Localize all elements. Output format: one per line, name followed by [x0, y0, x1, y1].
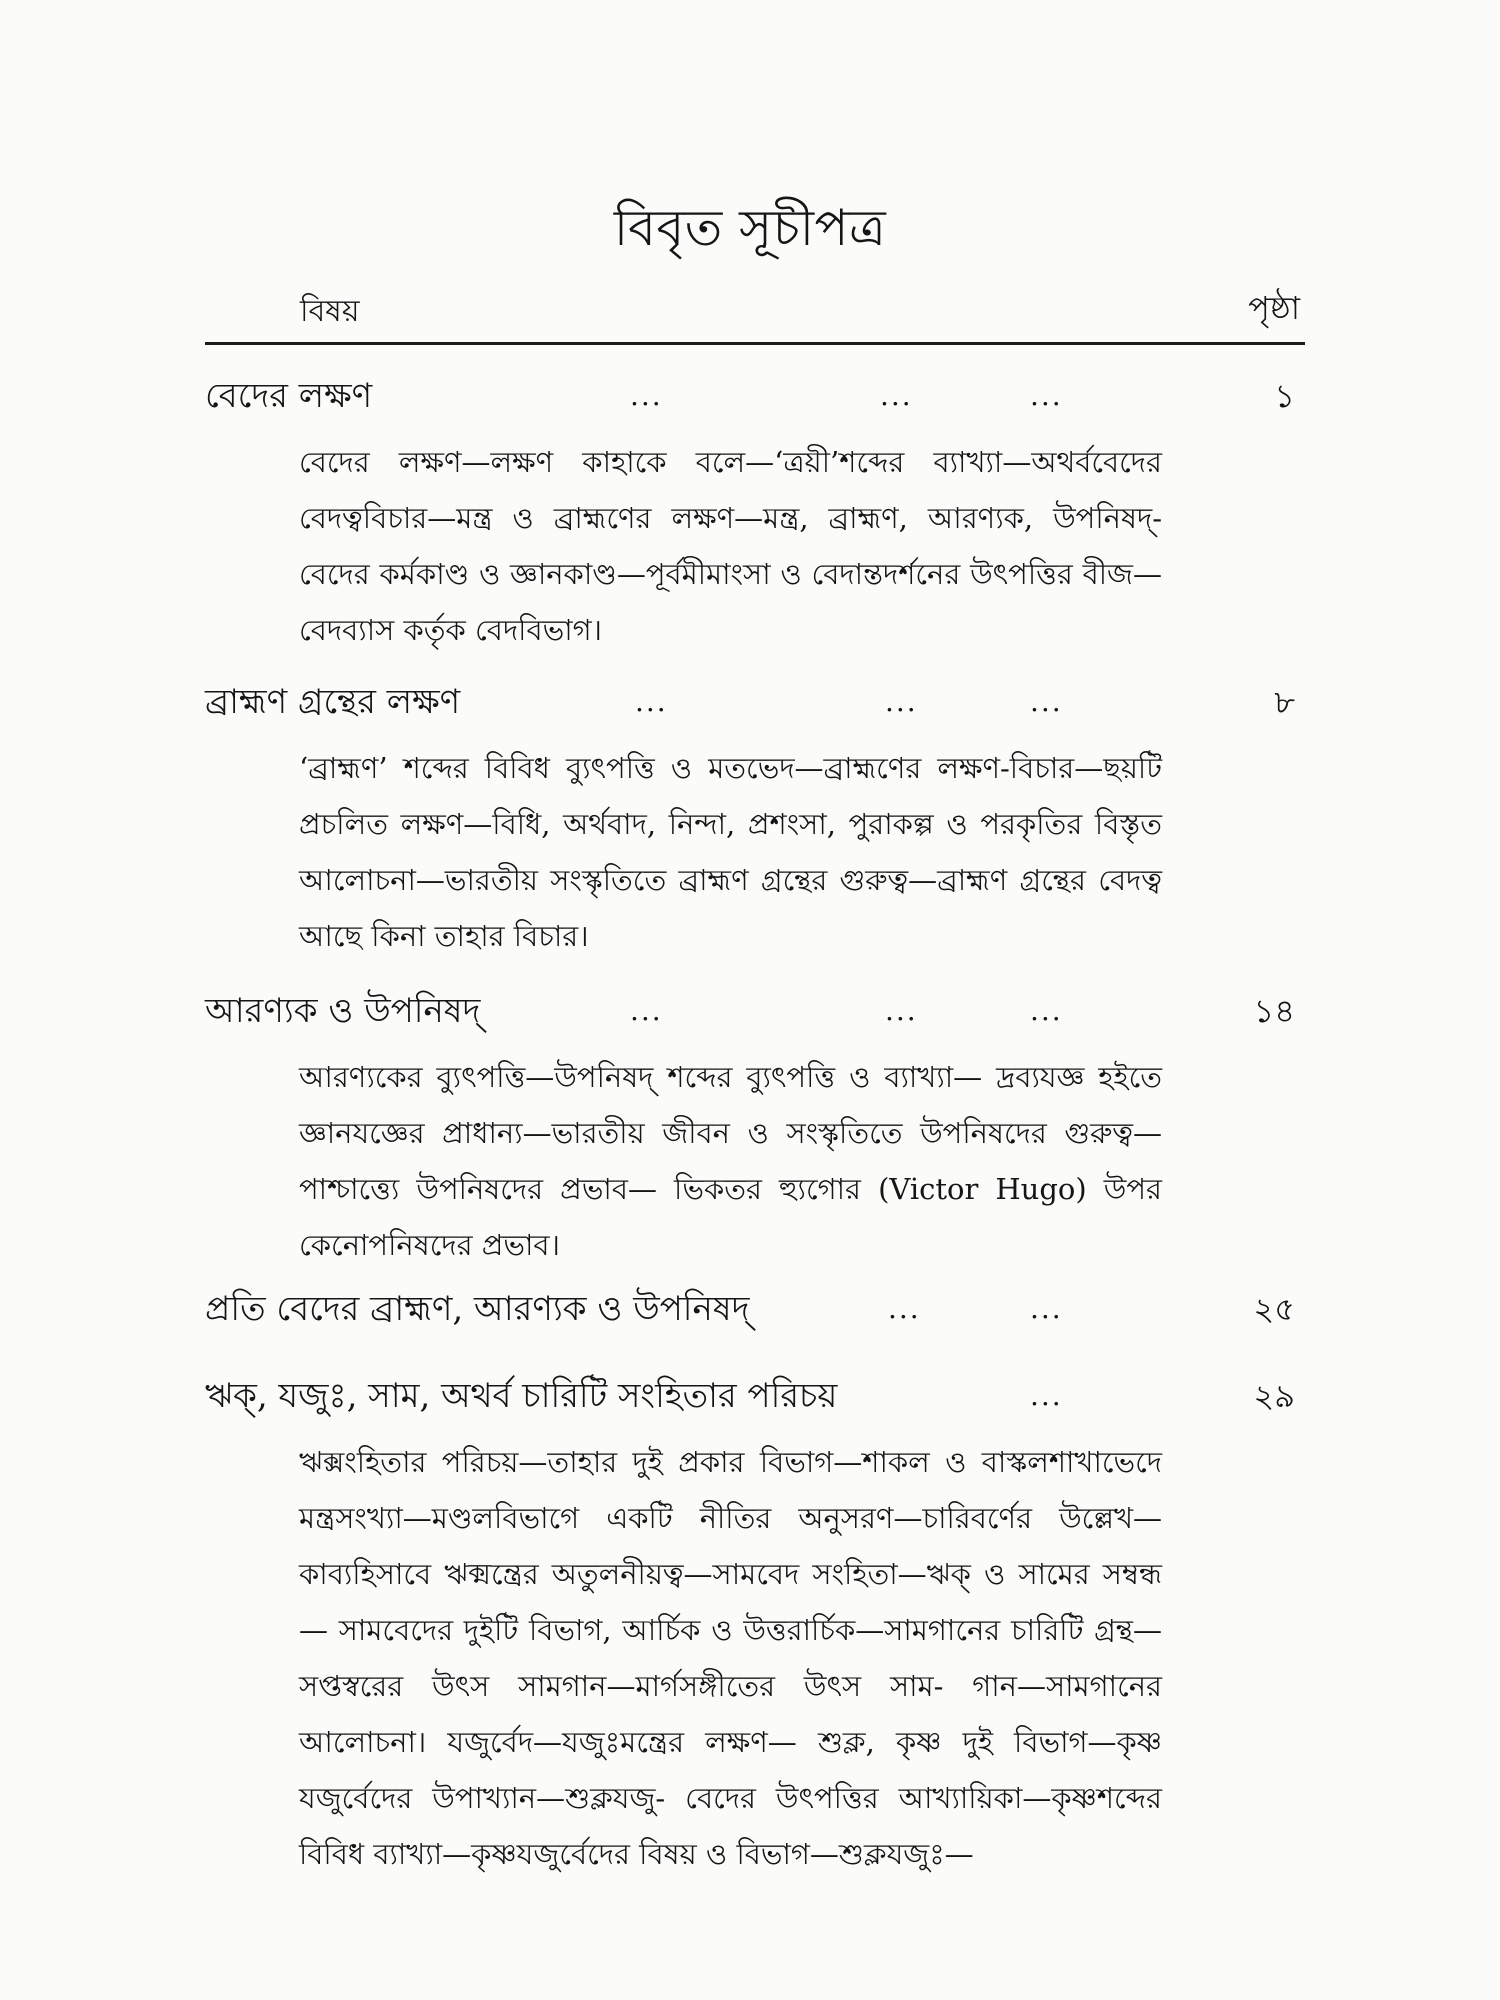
leader-dots: ...: [1030, 1379, 1063, 1412]
entry-page-number: ১৪: [1253, 992, 1295, 1030]
leader-dots: ...: [888, 1292, 921, 1325]
entry-description: আরণ্যকের ব্যুৎপত্তি—উপনিষদ্ শব্দের ব্যুৎপত্তি ও ব্যাখ্যা— দ্রব্যযজ্ঞ হইতে জ্ঞানযজ্ঞের প্রাধান্য—ভারতীয় জীবন ও সংস্কৃতিতে উপনিষদের গুরুত্ব—পাশ্চাত্ত্যে উপনিষদের প্রভাব— ভিকতর হ্যুগোর (Victor Hugo) উপর কেনোপনিষদের প্রভাব।: [299, 1060, 1162, 1262]
entry-page-number: ১: [1274, 377, 1295, 415]
entry-heading-row: [205, 1283, 1305, 1335]
leader-dots: ...: [1030, 1292, 1063, 1325]
entry-heading-row: [205, 1370, 1305, 1422]
entry-heading-row: [205, 370, 1305, 422]
entry-page-number: ৮: [1274, 683, 1295, 721]
toc-entry: [205, 985, 1305, 1273]
leader-dots: ...: [1030, 379, 1063, 412]
entry-title: ব্রাহ্মণ গ্রন্থের লক্ষণ: [205, 682, 461, 722]
toc-entry: [205, 1283, 1305, 1335]
entry-heading-row: [205, 676, 1305, 728]
leader-dots: ...: [885, 994, 918, 1027]
leader-dots: ...: [635, 685, 668, 718]
entry-title: বেদের লক্ষণ: [205, 376, 373, 416]
leader-dots: ...: [1030, 994, 1063, 1027]
entry-title: প্রতি বেদের ব্রাহ্মণ, আরণ্যক ও উপনিষদ্: [205, 1289, 750, 1329]
subject-column-label: বিষয়: [300, 294, 360, 329]
entry-page-number: ২৫: [1253, 1290, 1295, 1328]
page-column-label: পৃষ্ঠা: [1248, 289, 1300, 327]
toc-entry: [205, 676, 1305, 964]
entry-description: বেদের লক্ষণ—লক্ষণ কাহাকে বলে—‘ত্রয়ী’শব্দের ব্যাখ্যা—অথর্ববেদের বেদত্ববিচার—মন্ত্র ও ব্রাহ্মণের লক্ষণ—মন্ত্র, ব্রাহ্মণ, আরণ্যক, উপনিষদ্-বেদের কর্মকাণ্ড ও জ্ঞানকাণ্ড—পূর্বমীমাংসা ও বেদান্তদর্শনের উৎপত্তির বীজ—বেদব্যাস কর্তৃক বেদবিভাগ।: [299, 445, 1162, 647]
page-title: বিবৃত সূচীপত্র: [613, 199, 887, 257]
entry-page-number: ২৯: [1253, 1377, 1295, 1415]
toc-entry: [205, 1370, 1305, 1882]
leader-dots: ...: [885, 685, 918, 718]
toc-entry: [205, 370, 1305, 658]
leader-dots: ...: [630, 994, 663, 1027]
entry-description: ঋক্সংহিতার পরিচয়—তাহার দুই প্রকার বিভাগ—শাকল ও বাস্কলশাখাভেদে মন্ত্রসংখ্যা—মণ্ডলবিভাগে একটি নীতির অনুসরণ—চারিবর্ণের উল্লেখ—কাব্যহিসাবে ঋক্মন্ত্রের অতুলনীয়ত্ব—সামবেদ সংহিতা—ঋক্ ও সামের সম্বন্ধ— সামবেদের দুইটি বিভাগ, আর্চিক ও উত্তরার্চিক—সামগানের চারিটি গ্রন্থ—সপ্তস্বরের উৎস সামগান—মার্গসঙ্গীতের উৎস সাম- গান—সামগানের আলোচনা। যজুর্বেদ—যজুঃমন্ত্রের লক্ষণ— শুক্ল, কৃষ্ণ দুই বিভাগ—কৃষ্ণ যজুর্বেদের উপাখ্যান—শুক্লযজু- বেদের উৎপত্তির আখ্যায়িকা—কৃষ্ণশব্দের বিবিধ ব্যাখ্যা—কৃষ্ণযজুর্বেদের বিষয় ও বিভাগ—শুক্লযজুঃ—: [299, 1445, 1162, 1871]
entry-heading-row: [205, 985, 1305, 1037]
leader-dots: ...: [880, 379, 913, 412]
header-rule: [205, 342, 1305, 345]
entry-description: ‘ব্রাহ্মণ’ শব্দের বিবিধ ব্যুৎপত্তি ও মতভেদ—ব্রাহ্মণের লক্ষণ-বিচার—ছয়টি প্রচলিত লক্ষণ—বিধি, অর্থবাদ, নিন্দা, প্রশংসা, পুরাকল্প ও পরকৃতির বিস্তৃত আলোচনা—ভারতীয় সংস্কৃতিতে ব্রাহ্মণ গ্রন্থের গুরুত্ব—ব্রাহ্মণ গ্রন্থের বেদত্ব আছে কিনা তাহার বিচার।: [299, 751, 1162, 953]
leader-dots: ...: [630, 379, 663, 412]
leader-dots: ...: [1030, 685, 1063, 718]
entry-title: ঋক্, যজুঃ, সাম, অথর্ব চারিটি সংহিতার পরিচয়: [205, 1376, 838, 1416]
entry-title: আরণ্যক ও উপনিষদ্: [205, 991, 481, 1031]
